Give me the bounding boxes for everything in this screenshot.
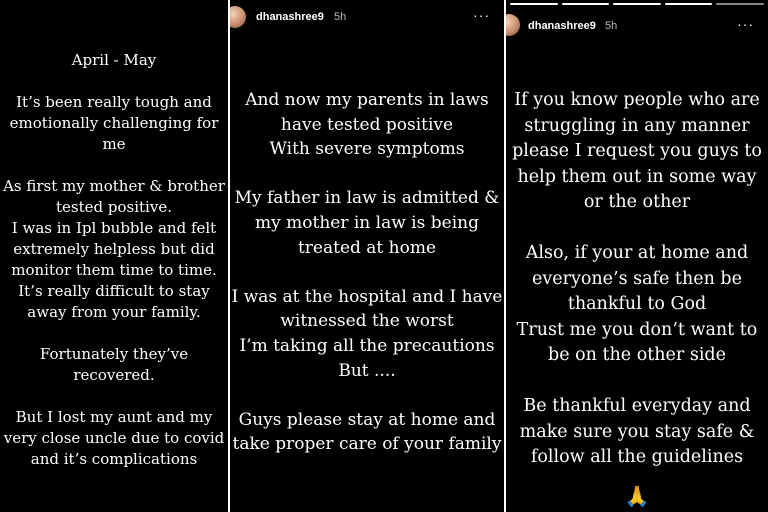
story-text: April - May It’s been really tough and emotionally challenging for me As first my mother & brother tested positive. I was in Ipl bubble and felt extremely helpless but did monitor them time to time. It’s really difficult to stay away from your family. Fortunately they’ve recovered. But I lost my aunt and my very close uncle due to covid and it’s complications	[3, 51, 225, 468]
progress-segment	[665, 3, 713, 5]
post-time: 5h	[334, 11, 347, 23]
story-progress-bar	[510, 3, 764, 5]
progress-segment	[613, 3, 661, 5]
progress-segment	[510, 3, 558, 5]
avatar[interactable]	[230, 6, 246, 28]
more-options-icon[interactable]: ···	[737, 16, 754, 32]
username[interactable]: dhanashree9	[528, 20, 596, 32]
story-header	[506, 6, 768, 30]
more-options-icon[interactable]: ···	[473, 7, 490, 23]
story-panel-2[interactable]	[230, 0, 504, 512]
username[interactable]: dhanashree9	[256, 11, 324, 23]
avatar[interactable]	[506, 14, 520, 36]
story-panel-3[interactable]	[506, 0, 768, 512]
story-panel-1[interactable]	[0, 0, 228, 512]
progress-segment	[562, 3, 610, 5]
post-time: 5h	[605, 20, 618, 32]
story-text: If you know people who are struggling in any manner please I request you guys to help them out in some way or the other Also, if your at home and everyone’s safe then be thankful to God Trust me you don’t want to be on the other side Be thankful everyday and make sure you stay safe & follow all the guidelines	[512, 90, 762, 467]
story-header	[230, 6, 504, 30]
folded-hands-icon: 🙏	[624, 484, 650, 508]
story-text: And now my parents in laws have tested positive With severe symptoms My father in law is admitted & my mother in law is being treated at home I was at the hospital and I have witnessed the worst I’m taking all the precautions But .... Guys please stay at home and take proper care of your family	[231, 90, 503, 455]
progress-segment	[716, 3, 764, 5]
